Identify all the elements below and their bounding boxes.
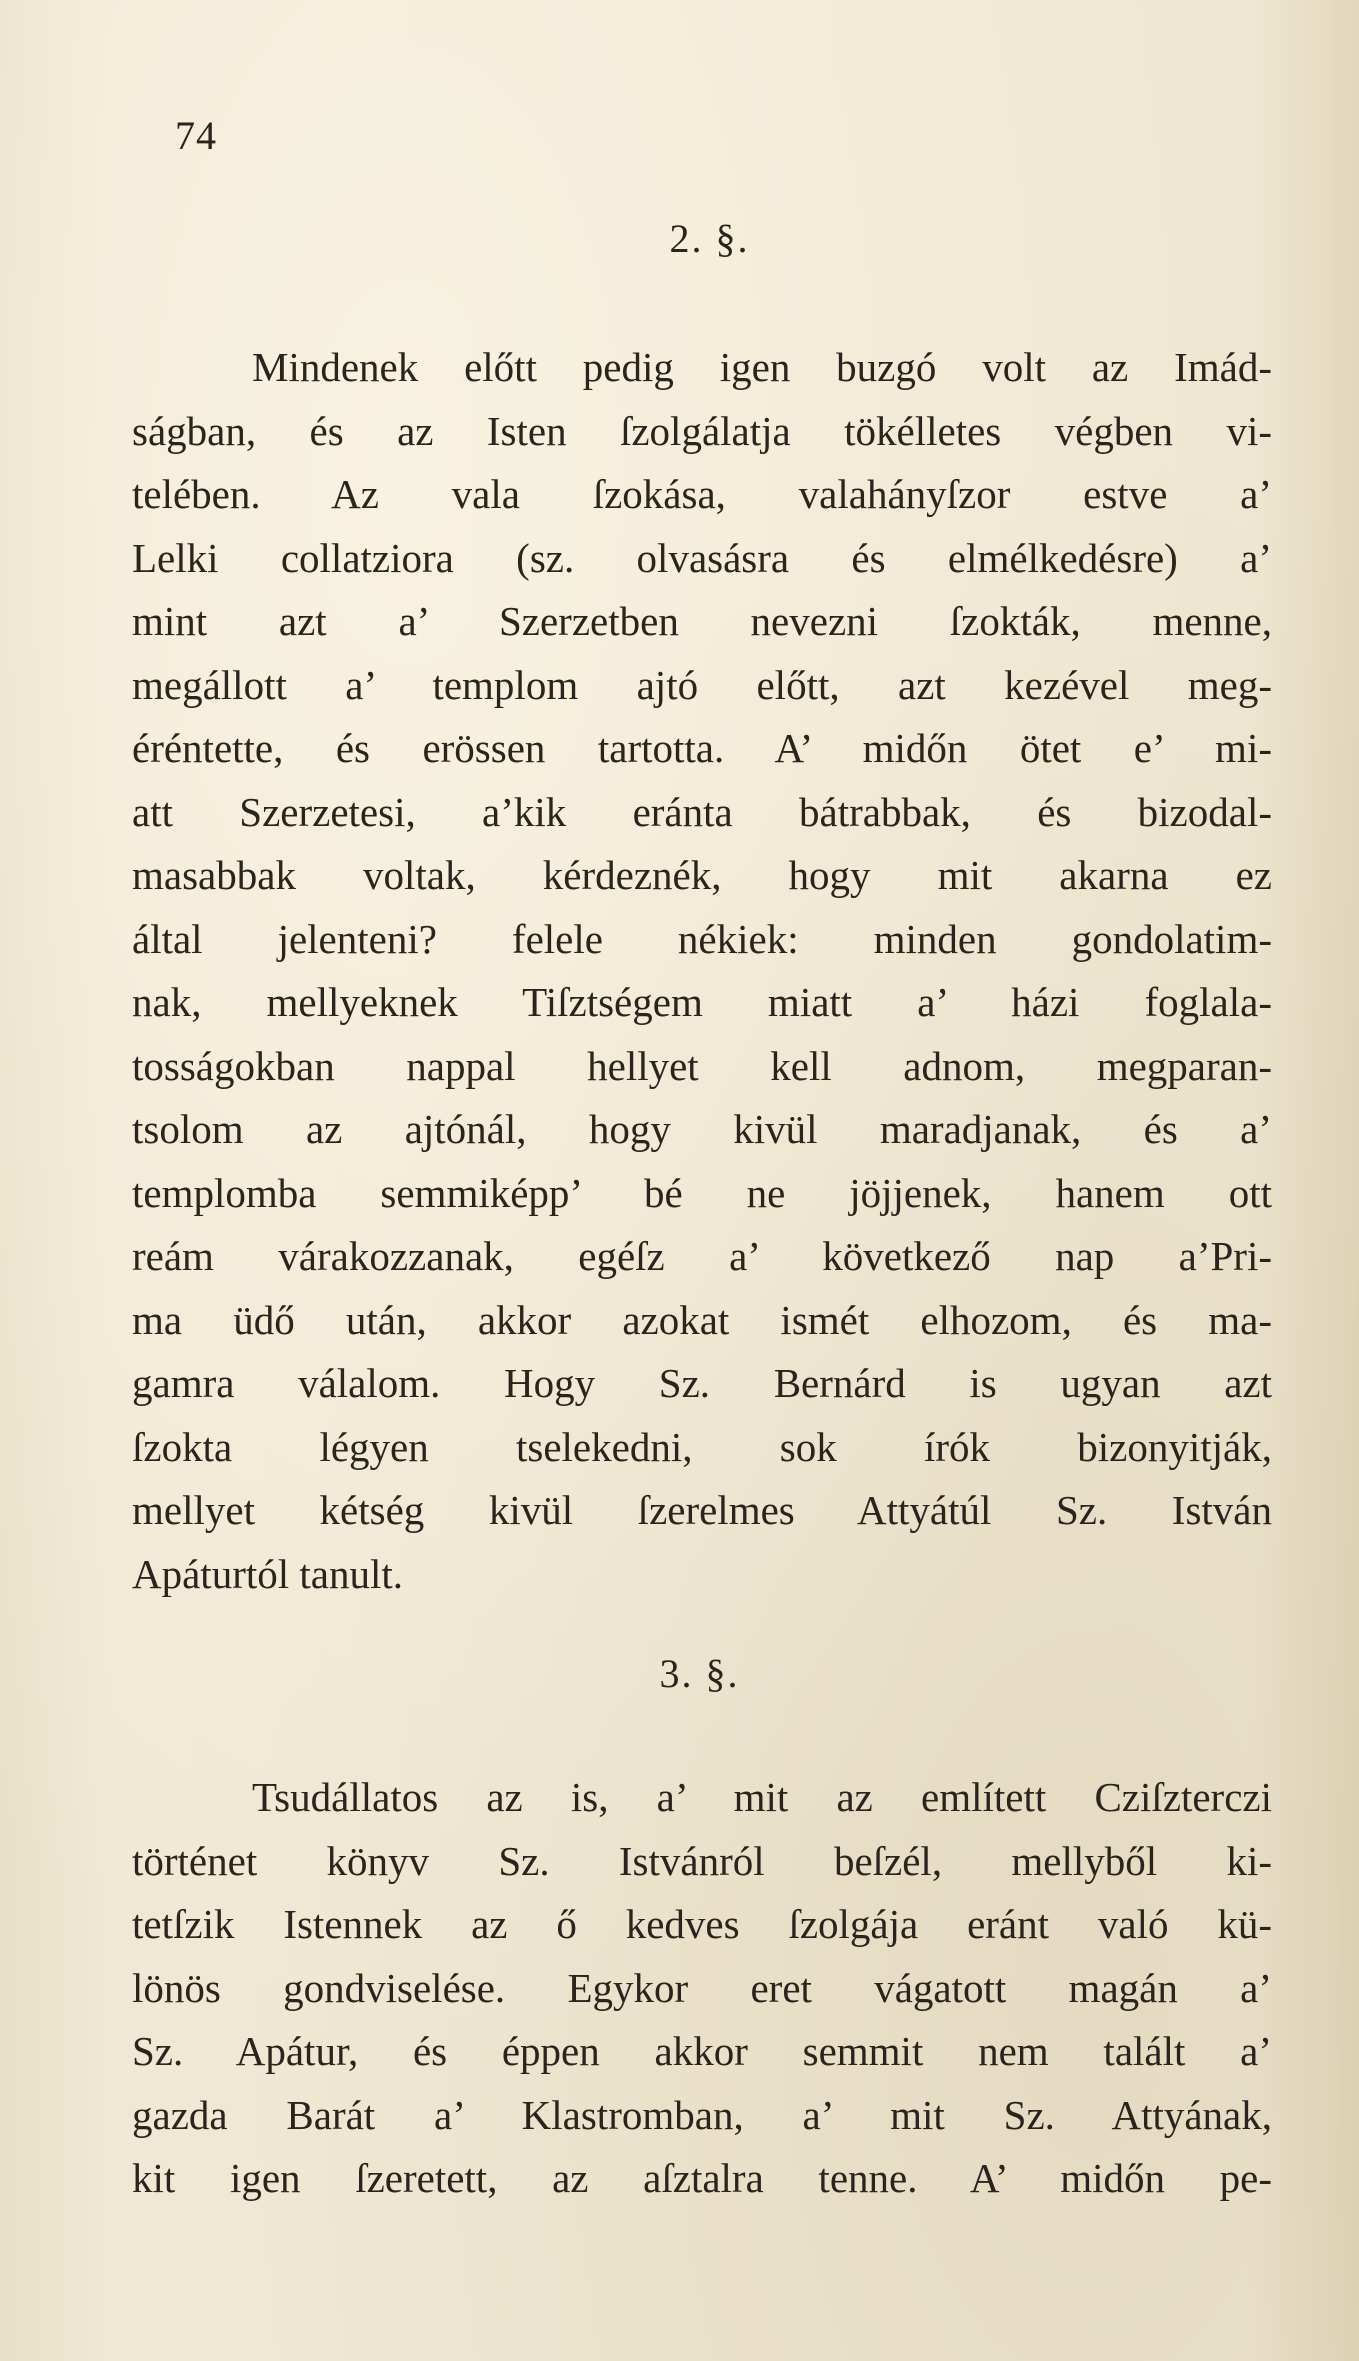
text-line: tosságokban nappal hellyet kell adnom, megparan- <box>132 1042 1272 1089</box>
text-line: gamra válalom. Hogy Sz. Bernárd is ugyan azt <box>132 1360 1272 1406</box>
text-line: masabbak voltak, kérdeznék, hogy mit akarna ez <box>132 852 1272 898</box>
text-line: Mindenek előtt pedig igen buzgó volt az Imád- <box>252 344 1272 390</box>
text-line: att Szerzetesi, a’kik eránta bátrabbak, és bizodal- <box>132 788 1272 835</box>
text-line: reám várakozzanak, egéſz a’ következő nap a’Pri- <box>132 1233 1272 1279</box>
text-line: történet könyv Sz. Istvánról beſzél, mellyből ki- <box>132 1837 1272 1884</box>
text-line: Sz. Apátur, és éppen akkor semmit nem talált a’ <box>132 2028 1272 2074</box>
text-line: ſzokta légyen tselekedni, sok írók bizonyitják, <box>132 1423 1272 1470</box>
text-line: gazda Barát a’ Klastromban, a’ mit Sz. Attyának, <box>132 2091 1272 2138</box>
text-line: templomba semmiképp’ bé ne jöjjenek, hanem ott <box>132 1169 1272 1216</box>
text-line: Tsudállatos az is, a’ mit az említett Cziſzterczi <box>252 1774 1272 1820</box>
text-line: mint azt a’ Szerzetben nevezni ſzokták, menne, <box>132 598 1272 644</box>
text-line: Apáturtól tanult. <box>132 1550 404 1597</box>
text-line: lönös gondviselése. Egykor eret vágatott magán a’ <box>132 1964 1272 2011</box>
text-line: éréntette, és erössen tartotta. A’ midőn ötet e’ mi- <box>132 725 1272 771</box>
text-line: ságban, és az Isten ſzolgálatja tökélletes végben vi- <box>132 407 1272 454</box>
text-line: nak, mellyeknek Tiſztségem miatt a’ házi foglala- <box>132 979 1272 1025</box>
text-line: Lelki collatziora (sz. olvasásra és elmélkedésre) a’ <box>132 534 1272 581</box>
page-number: 74 <box>175 113 217 158</box>
section-3-body <box>132 1766 1272 2211</box>
section-2-body <box>132 336 1272 1606</box>
text-line: tetſzik Istennek az ő kedves ſzolgája eránt való kü- <box>132 1901 1272 1947</box>
text-line: kit igen ſzeretett, az aſztalra tenne. A’ midőn pe- <box>132 2155 1272 2201</box>
section-heading-2: 2. §. <box>669 216 750 261</box>
text-line: telében. Az vala ſzokása, valahányſzor estve a’ <box>132 471 1272 517</box>
text-line: ma üdő után, akkor azokat ismét elhozom, és ma- <box>132 1296 1272 1343</box>
text-line: tsolom az ajtónál, hogy kivül maradjanak, és a’ <box>132 1106 1272 1152</box>
section-heading-3: 3. §. <box>659 1651 740 1696</box>
text-line: megállott a’ templom ajtó előtt, azt kezével meg- <box>132 661 1272 708</box>
text-line: által jelenteni? felele nékiek: minden gondolatim- <box>132 915 1272 962</box>
text-line: mellyet kétség kivül ſzerelmes Attyátúl Sz. István <box>132 1487 1272 1533</box>
